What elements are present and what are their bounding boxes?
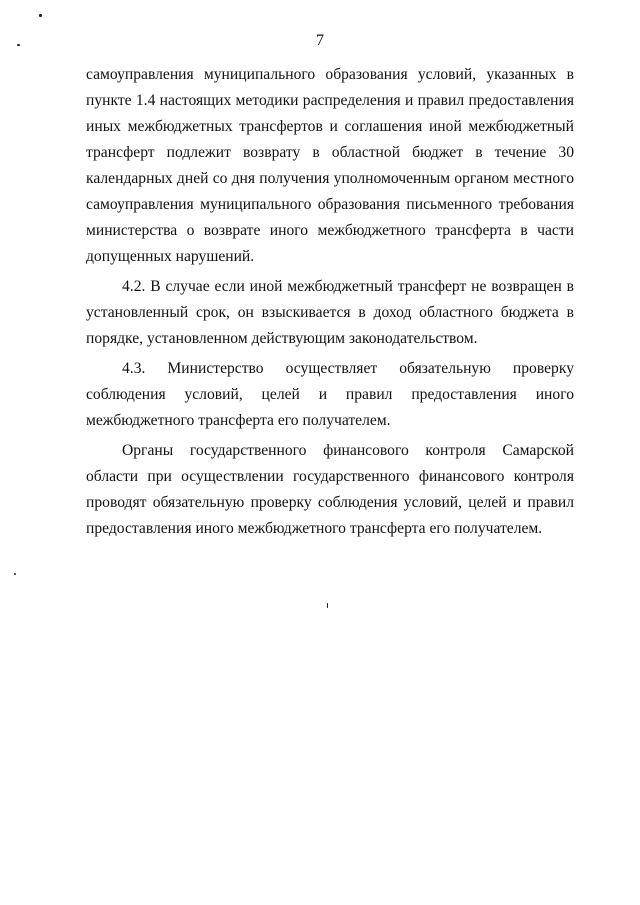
paragraph-control-bodies: Органы государственного финансового контроля Самарской области при осуществлении государственного финансового контроля проводят обязательную проверку соблюдения условий, целей и правил предоставления иного межбюджетного трансферта его получателем. xyxy=(86,442,574,537)
scan-speck xyxy=(14,573,16,575)
paragraph-4-3: 4.3. Министерство осуществляет обязательную проверку соблюдения условий, целей и правил предоставления иного межбюджетного трансферта его получателем. xyxy=(86,360,574,429)
paragraph-4-2: 4.2. В случае если иной межбюджетный трансферт не возвращен в установленный срок, он взыскивается в доход областного бюджета в порядке, установленном действующим законодательством. xyxy=(86,278,574,347)
page-number: 7 xyxy=(316,32,324,49)
paragraph-continuation: самоуправления муниципального образования условий, указанных в пункте 1.4 настоящих методики распределения и правил предоставления иных межбюджетных трансфертов и соглашения иной межбюджетный трансферт подлежит возврату в областной бюджет в течение 30 календарных дней со дня получения уполномоченным органом местного самоуправления муниципального образования письменного требования министерства о возврате иного межбюджетного трансферта в части допущенных нарушений. xyxy=(86,66,574,265)
scan-speck xyxy=(327,603,328,608)
document-body xyxy=(86,62,574,546)
scan-speck xyxy=(39,14,42,17)
